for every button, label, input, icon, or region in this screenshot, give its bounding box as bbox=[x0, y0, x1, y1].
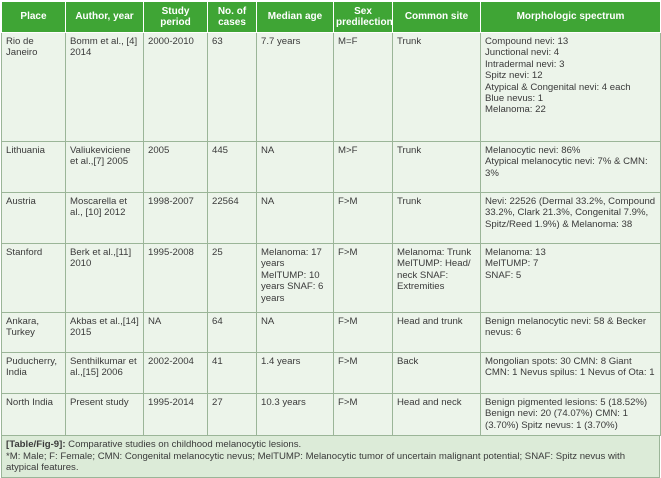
cell-sex: M=F bbox=[334, 33, 393, 142]
column-header: Author, year bbox=[66, 2, 144, 33]
cell-sex: F>M bbox=[334, 313, 393, 353]
spectrum-line: MelTUMP: 7 bbox=[485, 258, 539, 270]
spectrum-line: Mongolian spots: 30 CMN: 8 Giant CMN: 1 Nevus spilus: 1 Nevus of Ota: 1 bbox=[485, 356, 655, 379]
spectrum-line: Junctional nevi: 4 bbox=[485, 47, 560, 59]
spectrum-line: SNAF: 5 bbox=[485, 269, 522, 281]
cell-site: Trunk bbox=[393, 33, 481, 142]
cell-site: Back bbox=[393, 353, 481, 394]
cell-age: Melanoma: 17 years MelTUMP: 10 years SNAF: 6 years bbox=[257, 244, 334, 313]
cell-cases: 27 bbox=[208, 394, 257, 436]
column-header: Sex predilection bbox=[334, 2, 393, 33]
cell-age: NA bbox=[257, 313, 334, 353]
table-row bbox=[2, 142, 661, 193]
cell-author: Moscarella et al., [10] 2012 bbox=[66, 193, 144, 244]
cell-place: Lithuania bbox=[2, 142, 66, 193]
cell-place: Rio de Janeiro bbox=[2, 33, 66, 142]
spectrum-line: Compound nevi: 13 bbox=[485, 36, 569, 47]
cell-period: 2005 bbox=[144, 142, 208, 193]
cell-place: Stanford bbox=[2, 244, 66, 313]
cell-age: 10.3 years bbox=[257, 394, 334, 436]
cell-sex: F>M bbox=[334, 394, 393, 436]
cell-period: 2002-2004 bbox=[144, 353, 208, 394]
cell-period: 1998-2007 bbox=[144, 193, 208, 244]
cell-place: Puducherry, India bbox=[2, 353, 66, 394]
header-row bbox=[2, 2, 661, 33]
cell-spectrum bbox=[481, 244, 661, 313]
table-row bbox=[2, 33, 661, 142]
comparison-table bbox=[1, 1, 661, 436]
cell-age: 1.4 years bbox=[257, 353, 334, 394]
cell-author: Bomm et al., [4] 2014 bbox=[66, 33, 144, 142]
cell-site: Head and neck bbox=[393, 394, 481, 436]
cell-site: Head and trunk bbox=[393, 313, 481, 353]
cell-cases: 25 bbox=[208, 244, 257, 313]
caption-label: [Table/Fig-9]: bbox=[6, 439, 66, 450]
cell-cases: 445 bbox=[208, 142, 257, 193]
column-header: Morphologic spectrum bbox=[481, 2, 661, 33]
spectrum-line: Blue nevus: 1 bbox=[485, 93, 544, 105]
table-row bbox=[2, 394, 661, 436]
cell-site: Melanoma: Trunk MelTUMP: Head/ neck SNAF: Extremities bbox=[393, 244, 481, 313]
cell-spectrum bbox=[481, 33, 661, 142]
spectrum-line: Melanocytic nevi: 86% bbox=[485, 145, 581, 156]
cell-age: NA bbox=[257, 193, 334, 244]
cell-cases: 41 bbox=[208, 353, 257, 394]
column-header: Study period bbox=[144, 2, 208, 33]
column-header: Common site bbox=[393, 2, 481, 33]
cell-spectrum bbox=[481, 394, 661, 436]
cell-age: 7.7 years bbox=[257, 33, 334, 142]
cell-place: Ankara, Turkey bbox=[2, 313, 66, 353]
spectrum-line: Nevi: 22526 (Dermal 33.2%, Compound 33.2%, Clark 21.3%, Congenital 7.9%, Spitz/Reed 1.9%) & Melanoma: 38 bbox=[485, 196, 656, 230]
column-header: Place bbox=[2, 2, 66, 33]
cell-spectrum bbox=[481, 142, 661, 193]
table-row bbox=[2, 244, 661, 313]
spectrum-line: Atypical melanocytic nevi: 7% & CMN: 3% bbox=[485, 156, 648, 179]
cell-period: NA bbox=[144, 313, 208, 353]
cell-age: NA bbox=[257, 142, 334, 193]
table-row bbox=[2, 193, 661, 244]
cell-author: Present study bbox=[66, 394, 144, 436]
cell-sex: F>M bbox=[334, 193, 393, 244]
cell-sex: M>F bbox=[334, 142, 393, 193]
cell-author: Senthilkumar et al.,[15] 2006 bbox=[66, 353, 144, 394]
cell-cases: 22564 bbox=[208, 193, 257, 244]
cell-period: 2000-2010 bbox=[144, 33, 208, 142]
spectrum-line: Benign melanocytic nevi: 58 & Becker nevus: 6 bbox=[485, 316, 647, 339]
column-header: Median age bbox=[257, 2, 334, 33]
cell-author: Akbas et al.,[14] 2015 bbox=[66, 313, 144, 353]
table-row bbox=[2, 353, 661, 394]
spectrum-line: Spitz nevi: 12 bbox=[485, 70, 543, 82]
cell-author: Valiukeviciene et al.,[7] 2005 bbox=[66, 142, 144, 193]
spectrum-line: Melanoma: 13 bbox=[485, 247, 546, 258]
spectrum-line: Atypical & Congenital nevi: 4 each bbox=[485, 81, 631, 93]
table-row bbox=[2, 313, 661, 353]
table-caption bbox=[1, 436, 660, 478]
spectrum-line: Melanoma: 22 bbox=[485, 104, 546, 116]
cell-period: 1995-2008 bbox=[144, 244, 208, 313]
cell-spectrum bbox=[481, 353, 661, 394]
spectrum-line: Intradermal nevi: 3 bbox=[485, 58, 565, 70]
cell-site: Trunk bbox=[393, 193, 481, 244]
cell-spectrum bbox=[481, 313, 661, 353]
cell-spectrum bbox=[481, 193, 661, 244]
cell-cases: 63 bbox=[208, 33, 257, 142]
table-header bbox=[2, 2, 661, 33]
cell-period: 1995-2014 bbox=[144, 394, 208, 436]
column-header: No. of cases bbox=[208, 2, 257, 33]
cell-site: Trunk bbox=[393, 142, 481, 193]
caption-text: Comparative studies on childhood melanocytic lesions. bbox=[65, 439, 302, 450]
table-body bbox=[2, 33, 661, 436]
cell-author: Berk et al.,[11] 2010 bbox=[66, 244, 144, 313]
caption-notes: *M: Male; F: Female; CMN: Congenital melanocytic nevus; MelTUMP: Melanocytic tumor of uncertain malignant potential; SNAF: Spitz nevus with atypical features. bbox=[6, 450, 626, 474]
cell-place: North India bbox=[2, 394, 66, 436]
cell-sex: F>M bbox=[334, 353, 393, 394]
cell-place: Austria bbox=[2, 193, 66, 244]
cell-cases: 64 bbox=[208, 313, 257, 353]
spectrum-line: Benign pigmented lesions: 5 (18.52%) Benign nevi: 20 (74.07%) CMN: 1 (3.70%) Spitz nevus: 1 (3.70%) bbox=[485, 397, 648, 431]
cell-sex: F>M bbox=[334, 244, 393, 313]
